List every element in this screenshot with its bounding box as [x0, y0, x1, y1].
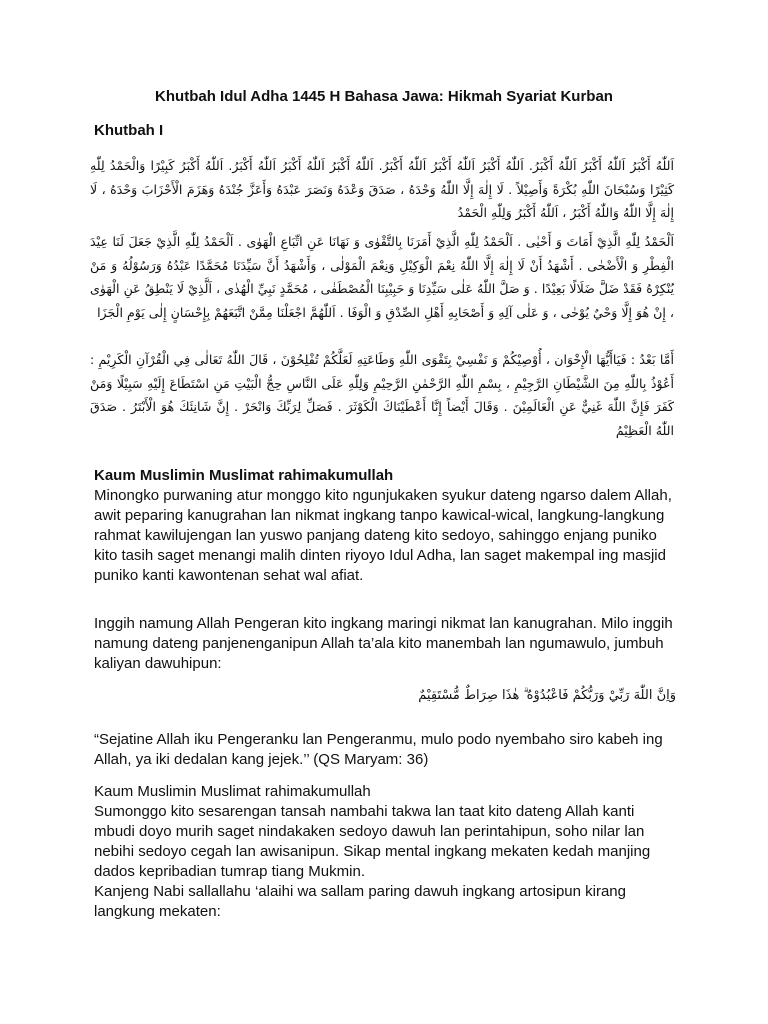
- paragraph-hadith-intro: Kanjeng Nabi sallallahu ‘alaihi wa sallam paring dawuh ingkang artosipun kirang langkung mekaten:: [94, 883, 626, 920]
- heading-kaum-muslimin-2: Kaum Muslimin Muslimat rahimakumullah: [94, 783, 371, 800]
- arabic-takbir-paragraph: اَللّٰهُ أَكْبَرُ اَللّٰهُ أَكْبَرُ اَللّٰهُ أَكْبَرُ. اَللّٰهُ أَكْبَرُ اَللّٰهُ أَكْبَرُ اَللّٰهُ أَكْبَرُ. اَللّٰهُ أَكْبَرُ اَللّٰهُ أَكْبَرُ اَللّٰهُ أَكْبَرُ. اَللّٰهُ أَكْبَرُ كَبِيْرًا وَالْحَمْدُ لِلّٰهِ كَثِيْرًا وَسُبْحَانَ اللّٰهِ بُكْرَةً وَأَصِيْلاً . لَا إِلٰهَ إِلَّا اللّٰهُ وَحْدَهُ ، صَدَقَ وَعْدَهُ وَنَصَرَ عَبْدَهُ وَأَعَزَّ جُنْدَهُ وَهَزَمَ الْأَحْزَابَ وَحْدَهُ ، لَا إِلٰهَ إِلَّا اللّٰهُ وَاللّٰهُ أَكْبَرُ ، اَللّٰهُ أَكْبَرُ وَلِلّٰهِ الْحَمْدُ: [90, 158, 674, 221]
- quran-verse: وَاِنَّ اللّٰهَ رَبِّيْ وَرَبُّكُمْ فَاعْبُدُوْهُ ۗ هٰذَا صِرَاطٌ مُّسْتَقِيْمٌ: [418, 688, 676, 703]
- paragraph-takwa: Sumonggo kito sesarengan tansah nambahi takwa lan taat kito dateng Allah kanti mbudi doyo murih saget nindakaken sedoyo dawuh lan perintahipun, soho nilar lan nebihi sedoyo cegah lan awisanipun. Sikap mental ingkang mekaten kedah manjing dados kepribadian tumrap tiang Mukmin.: [94, 803, 651, 880]
- paragraph-nikmat: Inggih namung Allah Pengeran kito ingkang maringi nikmat lan kanugrahan. Milo inggih namung dateng panjenenganipun Allah ta’ala kito manembah lan ngumawulo, jumbuh kaliyan dawuhipun:: [94, 615, 673, 672]
- heading-kaum-muslimin: Kaum Muslimin Muslimat rahimakumullah: [94, 467, 394, 484]
- arabic-sermon-paragraph: أَمَّا بَعْدُ : فَيَاأَيُّهَا الْإِخْوَان ، أُوْصِيْكُمْ وَ نَفْسِيْ بِتَقْوَى اللّٰهِ وَطَاعَتِهِ لَعَلَّكُمْ تُفْلِحُوْنَ ، قَالَ اللّٰهُ تَعَالٰى فِي الْقُرْآنِ الْكَرِيْمِ : أَعُوْذُ بِاللّٰهِ مِنَ الشَّيْطَانِ الرَّجِيْمِ ، بِسْمِ اللّٰهِ الرَّحْمٰنِ الرَّحِيْمِ وَلِلّٰهِ عَلَى النَّاسِ حِجُّ الْبَيْتِ مَنِ اسْتَطَاعَ إِلَيْهِ سَبِيْلًا وَمَنْ كَفَرَ فَإِنَّ اللّٰهَ غَنِيٌّ عَنِ الْعَالَمِيْنَ . وَقَالَ أَيْضاً إِنَّا أَعْطَيْنَاكَ الْكَوْثَرَ . فَصَلِّ لِرَبِّكَ وَانْحَرْ . إِنَّ شَانِئَكَ هُوَ الْأَبْتَرُ . صَدَقَ اللّٰهُ الْعَظِيْمُ: [90, 352, 674, 438]
- document-title: Khutbah Idul Adha 1445 H Bahasa Jawa: Hikmah Syariat Kurban: [155, 88, 613, 105]
- arabic-praise-paragraph: اَلْحَمْدُ لِلّٰهِ الَّذِيْ أَمَاتَ وَ أَحْيٰى . اَلْحَمْدُ لِلّٰهِ الَّذِيْ أَمَرَنَا بِالتَّقْوٰى وَ نَهَانَا عَنِ اتِّبَاعِ الْهَوٰى . اَلْحَمْدُ لِلّٰهِ الَّذِيْ جَعَلَ لَنَا عِيْدَ الْفِطْرِ وَ الْأَضْحٰى . أَشْهَدُ أَنْ لَا إِلٰهَ إِلَّا اللّٰهُ نِعْمَ الْوَكِيْلِ وَنِعْمَ الْمَوْلٰى ، وَأَشْهَدُ أَنَّ سَيِّدَنَا مُحَمَّدًا عَبْدُهُ وَرَسُوْلُهُ وَ مَنْ يُنْكِرْهُ فَقَدْ ضَلَّ ضَلَالًا بَعِيْدًا . وَ صَلَّ اللّٰهُ عَلٰى سَيِّدِنَا وَ حَبِيْبِنَا الْمُصْطَفٰى ، مُحَمَّدٍ نَبِيِّ الْهُدٰى ، اَلَّذِيْ لَا يَنْطِقُ عَنِ الْهَوٰى ، إِنْ هُوَ إِلَّا وَحْيٌ يُوْحٰى ، وَ عَلٰى آلِهِ وَ أَصْحَابِهِ أَهْلِ الصِّدْقِ وَ الْوَفَا . اَللّٰهُمَّ اجْعَلْنَا مِمَّنْ اتَّبَعَهُمْ بِإِحْسَانٍ إِلٰى يَوْمِ الْجَزَا: [90, 234, 674, 320]
- paragraph-syukur: Minongko purwaning atur monggo kito ngunjukaken syukur dateng ngarso dalem Allah, awit peparing kanugrahan lan nikmat ingkang tanpo kawical-wical, langkung-langkung rahmat kawilujengan lan yuswo panjang dateng kito sedoyo, sahinggo enjang puniko kito tasih saget menangi malih dinten riyoyo Idul Adha, lan saget makempal ing masjid puniko kanti kawontenan sehat wal afiat.: [94, 487, 672, 584]
- verse-translation: “Sejatine Allah iku Pengeranku lan Pengeranmu, mulo podo nyembaho siro kabeh ing Allah, ya iki dedalan kang jejek.’’ (QS Maryam: 36): [94, 731, 663, 768]
- section-heading: Khutbah I: [94, 122, 164, 139]
